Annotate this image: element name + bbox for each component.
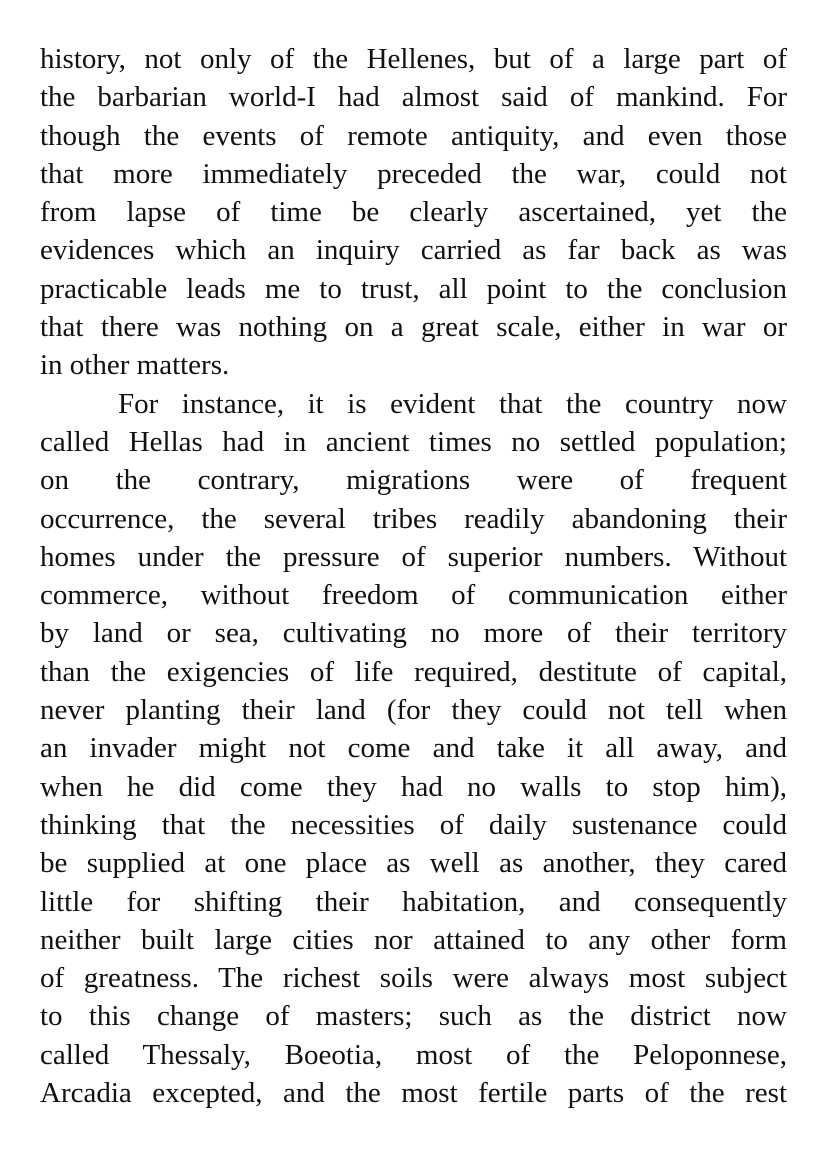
text-line: when he did come they had no walls to stop him), [40,770,787,803]
text-line: of greatness. The richest soils were always most subject [40,962,787,995]
text-line: evidences which an inquiry carried as far back as was [40,234,787,267]
text-line: practicable leads me to trust, all point to the conclusion [40,272,787,305]
text-line: little for shifting their habitation, and consequently [40,885,787,918]
text-line: that more immediately preceded the war, could not [40,157,787,190]
text-line: that there was nothing on a great scale, either in war or [40,311,787,344]
text-line: an invader might not come and take it all away, and [40,732,787,765]
text-line: than the exigencies of life required, destitute of capital, [40,655,787,688]
text-line: thinking that the necessities of daily sustenance could [40,808,787,841]
text-line: be supplied at one place as well as another, they cared [40,847,787,880]
text-line: by land or sea, cultivating no more of their territory [40,617,787,650]
text-line: history, not only of the Hellenes, but of a large part of [40,43,787,75]
text-line: never planting their land (for they could not tell when [40,694,787,727]
text-line: For instance, it is evident that the country now [118,387,787,420]
text-line: Arcadia excepted, and the most fertile parts of the rest [40,1077,787,1110]
paragraph-2 [40,385,787,1113]
paragraph-1 [40,40,787,385]
text-line: homes under the pressure of superior numbers. Without [40,540,787,573]
document-page [40,40,787,1112]
text-line: from lapse of time be clearly ascertained, yet the [40,196,787,229]
text-line: called Thessaly, Boeotia, most of the Peloponnese, [40,1038,787,1071]
text-line: in other matters. [40,349,230,382]
text-line: commerce, without freedom of communication either [40,579,787,612]
text-line: the barbarian world-I had almost said of mankind. For [40,81,787,114]
text-line: on the contrary, migrations were of frequent [40,464,787,497]
text-line: though the events of remote antiquity, and even those [40,119,787,152]
text-line: to this change of masters; such as the district now [40,1000,787,1033]
text-line: occurrence, the several tribes readily abandoning their [40,502,787,535]
text-line: neither built large cities nor attained to any other form [40,923,787,956]
text-line: called Hellas had in ancient times no settled population; [40,425,787,458]
